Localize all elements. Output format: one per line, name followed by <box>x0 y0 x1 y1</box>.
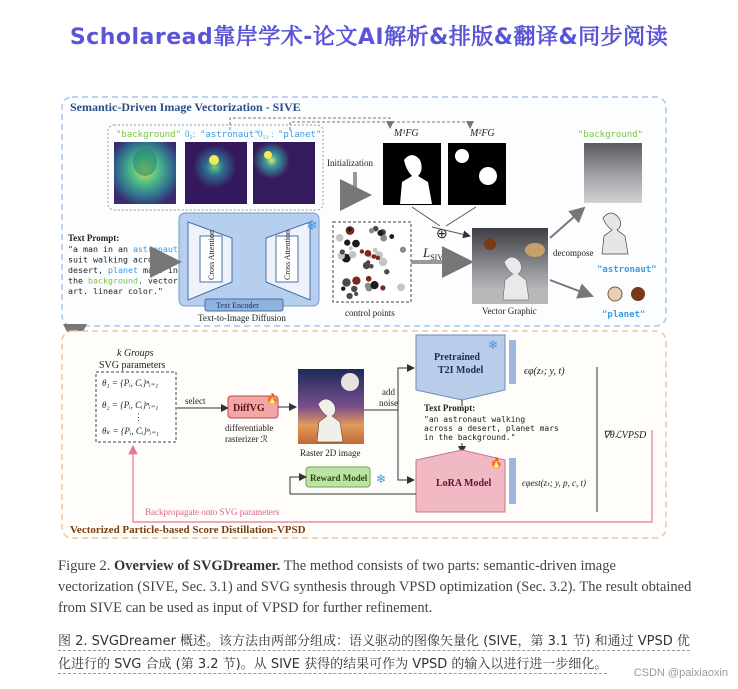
control-point <box>366 276 372 282</box>
control-point <box>372 254 377 259</box>
control-point <box>344 240 350 246</box>
eps-lora-bar <box>509 458 516 504</box>
caption-text: The method consists of two parts: semantic-driven image vectorization (SIVE, Sec. 3.1) and SVG synthesis through VPSD optimization (Sec. 3.2). The result obtained from SIVE can be used as input of VPSD for further refinement. <box>58 558 692 616</box>
sive-prompt-line: art. linear color." <box>68 286 163 296</box>
map-label-planet: "planet" <box>278 130 322 140</box>
vpsd-prompt-line-1: "an astronaut walking <box>424 415 526 424</box>
snowflake-icon: ❄ <box>306 219 318 234</box>
fire-icon-2: 🔥 <box>490 458 503 469</box>
theta-1: θ₁ = {Pᵢ, Cᵢ}ⁿᵢ₌₁ <box>102 378 159 388</box>
diff-rast-1: differentiable <box>225 423 274 433</box>
out-background-image <box>584 143 642 203</box>
initialization-label: Initialization <box>327 158 373 168</box>
reward-label: Reward Model <box>310 473 368 483</box>
control-point <box>351 286 357 292</box>
control-point <box>342 278 350 286</box>
snowflake-icon-3: ❄ <box>376 472 387 486</box>
map-label-background: "background" <box>116 130 182 140</box>
backprop-label: Backpropagate onto SVG parameters <box>145 507 280 517</box>
oplus-symbol: ⊕ <box>436 227 448 242</box>
control-point <box>349 246 353 250</box>
mask-label-2: M²FG <box>470 128 495 139</box>
banner-title: Scholaread靠岸学术-论文AI解析&排版&翻译&同步阅读 <box>69 25 669 50</box>
theta-dots: ⋮ <box>134 412 143 422</box>
control-point <box>400 247 406 253</box>
control-point <box>365 250 372 257</box>
caption-label: Figure 2. <box>58 558 111 574</box>
control-point <box>340 249 345 254</box>
control-point <box>346 293 352 299</box>
groups-label-2: SVG parameters <box>99 360 166 371</box>
control-point <box>336 234 344 242</box>
caption-chinese <box>58 630 694 676</box>
control-point <box>373 248 378 253</box>
vector-graphic-label: Vector Graphic <box>482 306 537 316</box>
attention-map-astronaut <box>185 142 247 204</box>
gradient-label: ∇θℒVPSD <box>603 430 647 441</box>
vpsd-title: Vectorized Particle-based Score Distillation-VPSD <box>70 524 306 536</box>
map-token-planet: 0₁₂ : <box>258 129 274 139</box>
mask-label-1: M¹FG <box>394 128 419 139</box>
theta-2: θ₂ = {Pᵢ, Cᵢ}ⁿᵢ₌₁ <box>102 400 159 410</box>
groups-label-1: k Groups <box>117 348 154 359</box>
sive-prompt-line: the background. vector <box>68 275 178 286</box>
control-point <box>397 283 405 291</box>
map-label-astronaut: "astronaut" <box>200 130 260 140</box>
control-point <box>389 234 394 239</box>
sive-title: Semantic-Driven Image Vectorization - SIVE <box>70 100 301 114</box>
cross-attention-label-1: Cross Attention <box>207 229 216 280</box>
add-noise-2: noise <box>379 398 398 408</box>
sive-prompt-title: Text Prompt: <box>68 233 120 243</box>
control-points-label: control points <box>345 308 395 318</box>
attention-map-planet <box>253 142 315 204</box>
diffusion-label: Text-to-Image Diffusion <box>198 313 286 323</box>
add-noise-1: add <box>382 387 395 397</box>
out-planet-label: "planet" <box>602 310 646 320</box>
control-point <box>377 230 383 236</box>
select-label: select <box>185 396 206 406</box>
vpsd-prompt-title: Text Prompt: <box>424 403 476 413</box>
control-point <box>341 286 345 290</box>
decompose-label: decompose <box>553 248 594 258</box>
control-point <box>369 228 374 233</box>
caption-english <box>58 556 694 619</box>
control-point <box>349 251 356 258</box>
out-astronaut-label: "astronaut" <box>597 265 657 275</box>
text-encoder-label: Text Encoder <box>216 301 259 310</box>
pretrained-label-2: T2I Model <box>438 365 484 376</box>
control-point <box>380 285 385 290</box>
control-point <box>352 277 360 285</box>
sive-prompt-line: desert, planet mars in <box>68 265 178 275</box>
lora-label: LoRA Model <box>436 478 492 489</box>
out-planet-image <box>608 287 622 301</box>
control-point <box>363 262 370 269</box>
eps-pretrained: ϵφ(zₜ; y, t) <box>524 366 565 377</box>
control-point <box>352 240 360 248</box>
cross-attention-label-2: Cross Attention <box>283 229 292 280</box>
control-point <box>354 292 358 296</box>
control-point <box>370 281 378 289</box>
eps-lora: ϵφest(zₜ; y, p, c, t) <box>522 478 586 488</box>
control-point <box>347 227 351 231</box>
raster-label: Raster 2D image <box>300 448 361 458</box>
snowflake-icon-2: ❄ <box>488 338 499 352</box>
pretrained-label-1: Pretrained <box>434 352 480 363</box>
loss-label: $L_{SIVE}$ <box>423 245 449 262</box>
fire-icon: 🔥 <box>266 394 279 405</box>
out-background-label: "background" <box>578 130 644 140</box>
control-point <box>384 269 389 274</box>
vpsd-prompt-line-2: across a desert, planet mars <box>424 424 559 433</box>
sive-prompt-line: suit walking across a <box>68 254 173 265</box>
control-point <box>376 256 380 260</box>
caption-zh-line-1: 图 2. SVGDreamer 概述。该方法由两部分组成：语义驱动的图像矢量化 (SIVE，第 3.1 节) 和通过 VPSD 优 <box>58 634 690 649</box>
control-point <box>360 249 364 253</box>
eps-pretrained-bar <box>509 340 516 384</box>
diff-rast-2: rasterizer ℛ <box>225 434 268 444</box>
sive-prompt-line: "a man in an astronaut <box>68 244 178 254</box>
sive-prompt-lines <box>68 244 178 296</box>
map-token-astronaut: 0₅: <box>185 129 196 139</box>
caption-bold: Overview of SVGDreamer. <box>113 558 281 574</box>
control-point <box>379 258 388 267</box>
watermark: CSDN @paixiaoxin <box>633 667 728 679</box>
diffvg-label: DiffVG <box>233 403 265 414</box>
vpsd-prompt-line-3: in the background." <box>424 433 516 442</box>
theta-k: θₖ = {Pᵢ, Cᵢ}ⁿᵢ₌₁ <box>102 426 160 436</box>
caption-zh-line-2: 化进行的 SVG 合成 (第 3.2 节)。从 SIVE 获得的结果可作为 VPSD 的输入以进行进一步细化。 <box>58 657 608 672</box>
